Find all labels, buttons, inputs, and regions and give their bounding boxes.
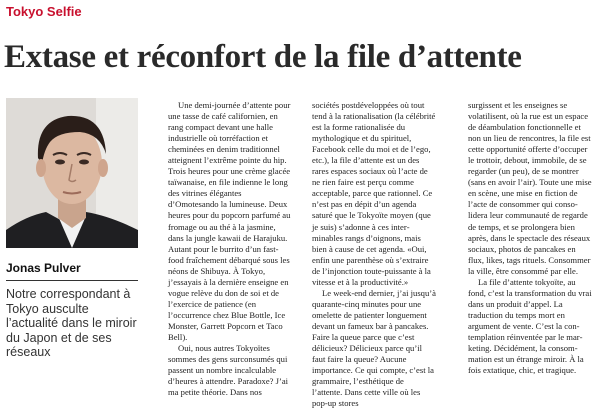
article-column-1 bbox=[168, 100, 292, 398]
article-paragraph: Le week-end dernier, j’ai jusqu’à quarante-cinq minutes pour une omelette de patienter longuement devant un fameux bar à pancakes. Faire la queue parce que c’est délicieux? Délicieux parce qu’il faut faire la queue? Aucune importance. Ce qui compte, c’est la grammaire, l’esthétique de l’attente. Dans cette ville où les pop-up stores bbox=[312, 287, 436, 409]
article-paragraph: sociétés postdéveloppées où tout tend à la rationalisation (la célébrité est la forme rationalisée du mythologique et du spirituel, Facebook celle du moi et de l’ego, etc.), la file d’attente est un des rares espaces sociaux où l’acte de ne rien faire est perçu comme acceptable, parce que rationnel. Ce n’est pas en dépit d’un agenda saturé que le Tokyoïte moyen (que je suis) s’adonne à ces interminables rangs d’oignons, mais bien à cause de cet agenda. «Oui, enfin une parenthèse où s’extraire de l’injonction toute-puissante à la vitesse et à la productivité.» bbox=[312, 100, 436, 287]
section-rubric: Tokyo Selfie bbox=[6, 4, 82, 19]
article-paragraph: surgissent et les enseignes se volatilisent, où la rue est un espace de déambulation fonctionnelle et non un lieu de rencontres, la file est cette opportunité offerte d’occuper le trottoir, debout, immobile, de se regarder (un peu), de se montrer (sans en avoir l’air). Toute une mise en scène, une mise en fiction de l’acte de consommer qui consolidera leur communauté de regarde de temps, et se prolongera bien après, dans le spectacle des réseaux sociaux, photos de pancakes en flux, likes, tags rituels. Consommer la ville, être consommé par elle. bbox=[468, 100, 592, 276]
article-paragraph: La file d’attente tokyoïte, au fond, c’est la transformation du vrai dans un produit d’appel. La traduction du temps mort en argument de vente. C’est la contemplation réinventée par le marketing. Décidément, la consommation est un étrange miroir. À la fois extatique, chic, et tragique. bbox=[468, 276, 592, 376]
article-paragraph: Oui, nous autres Tokyoïtes sommes des gens surconsumés qui passent un nombre incalculable d’heures à attendre. Paradoxe? J’ai ma petite théorie. Dans nos bbox=[168, 343, 289, 398]
author-bio: Notre correspondant à Tokyo ausculte l’actualité dans le miroir du Japon et de ses réseaux bbox=[6, 287, 137, 359]
author-divider bbox=[6, 280, 138, 281]
article-column-3 bbox=[468, 100, 592, 376]
author-name: Jonas Pulver bbox=[6, 261, 81, 275]
article-headline: Extase et réconfort de la file d’attente bbox=[4, 39, 522, 75]
article-column-2 bbox=[312, 100, 436, 409]
author-photo bbox=[6, 98, 138, 248]
article-paragraph: Une demi-journée d’attente pour une tasse de café californien, en rang compact devant une halle industrielle où torréfaction et cheminées en denim traditionnel atteignent l’extrême pointe du hip. Trois heures pour une crème glacée taïwanaise, en file indienne le long des vitrines élégantes d’Omotesando la lumineuse. Deux heures pour du popcorn parfumé au fromage ou au thé à la jasmine, dans la jungle kawaii de Harajuku. Autant pour le burrito d’un fast-food fraîchement débarqué sous les néons de Shibuya. À Tokyo, j’essayais à la dernière enseigne en vogue relève du don de soi et de l’exercice de patience (en l’occurrence chez Blue Bottle, Ice Monster, Garrett Popcorn et Taco Bell). bbox=[168, 100, 291, 342]
